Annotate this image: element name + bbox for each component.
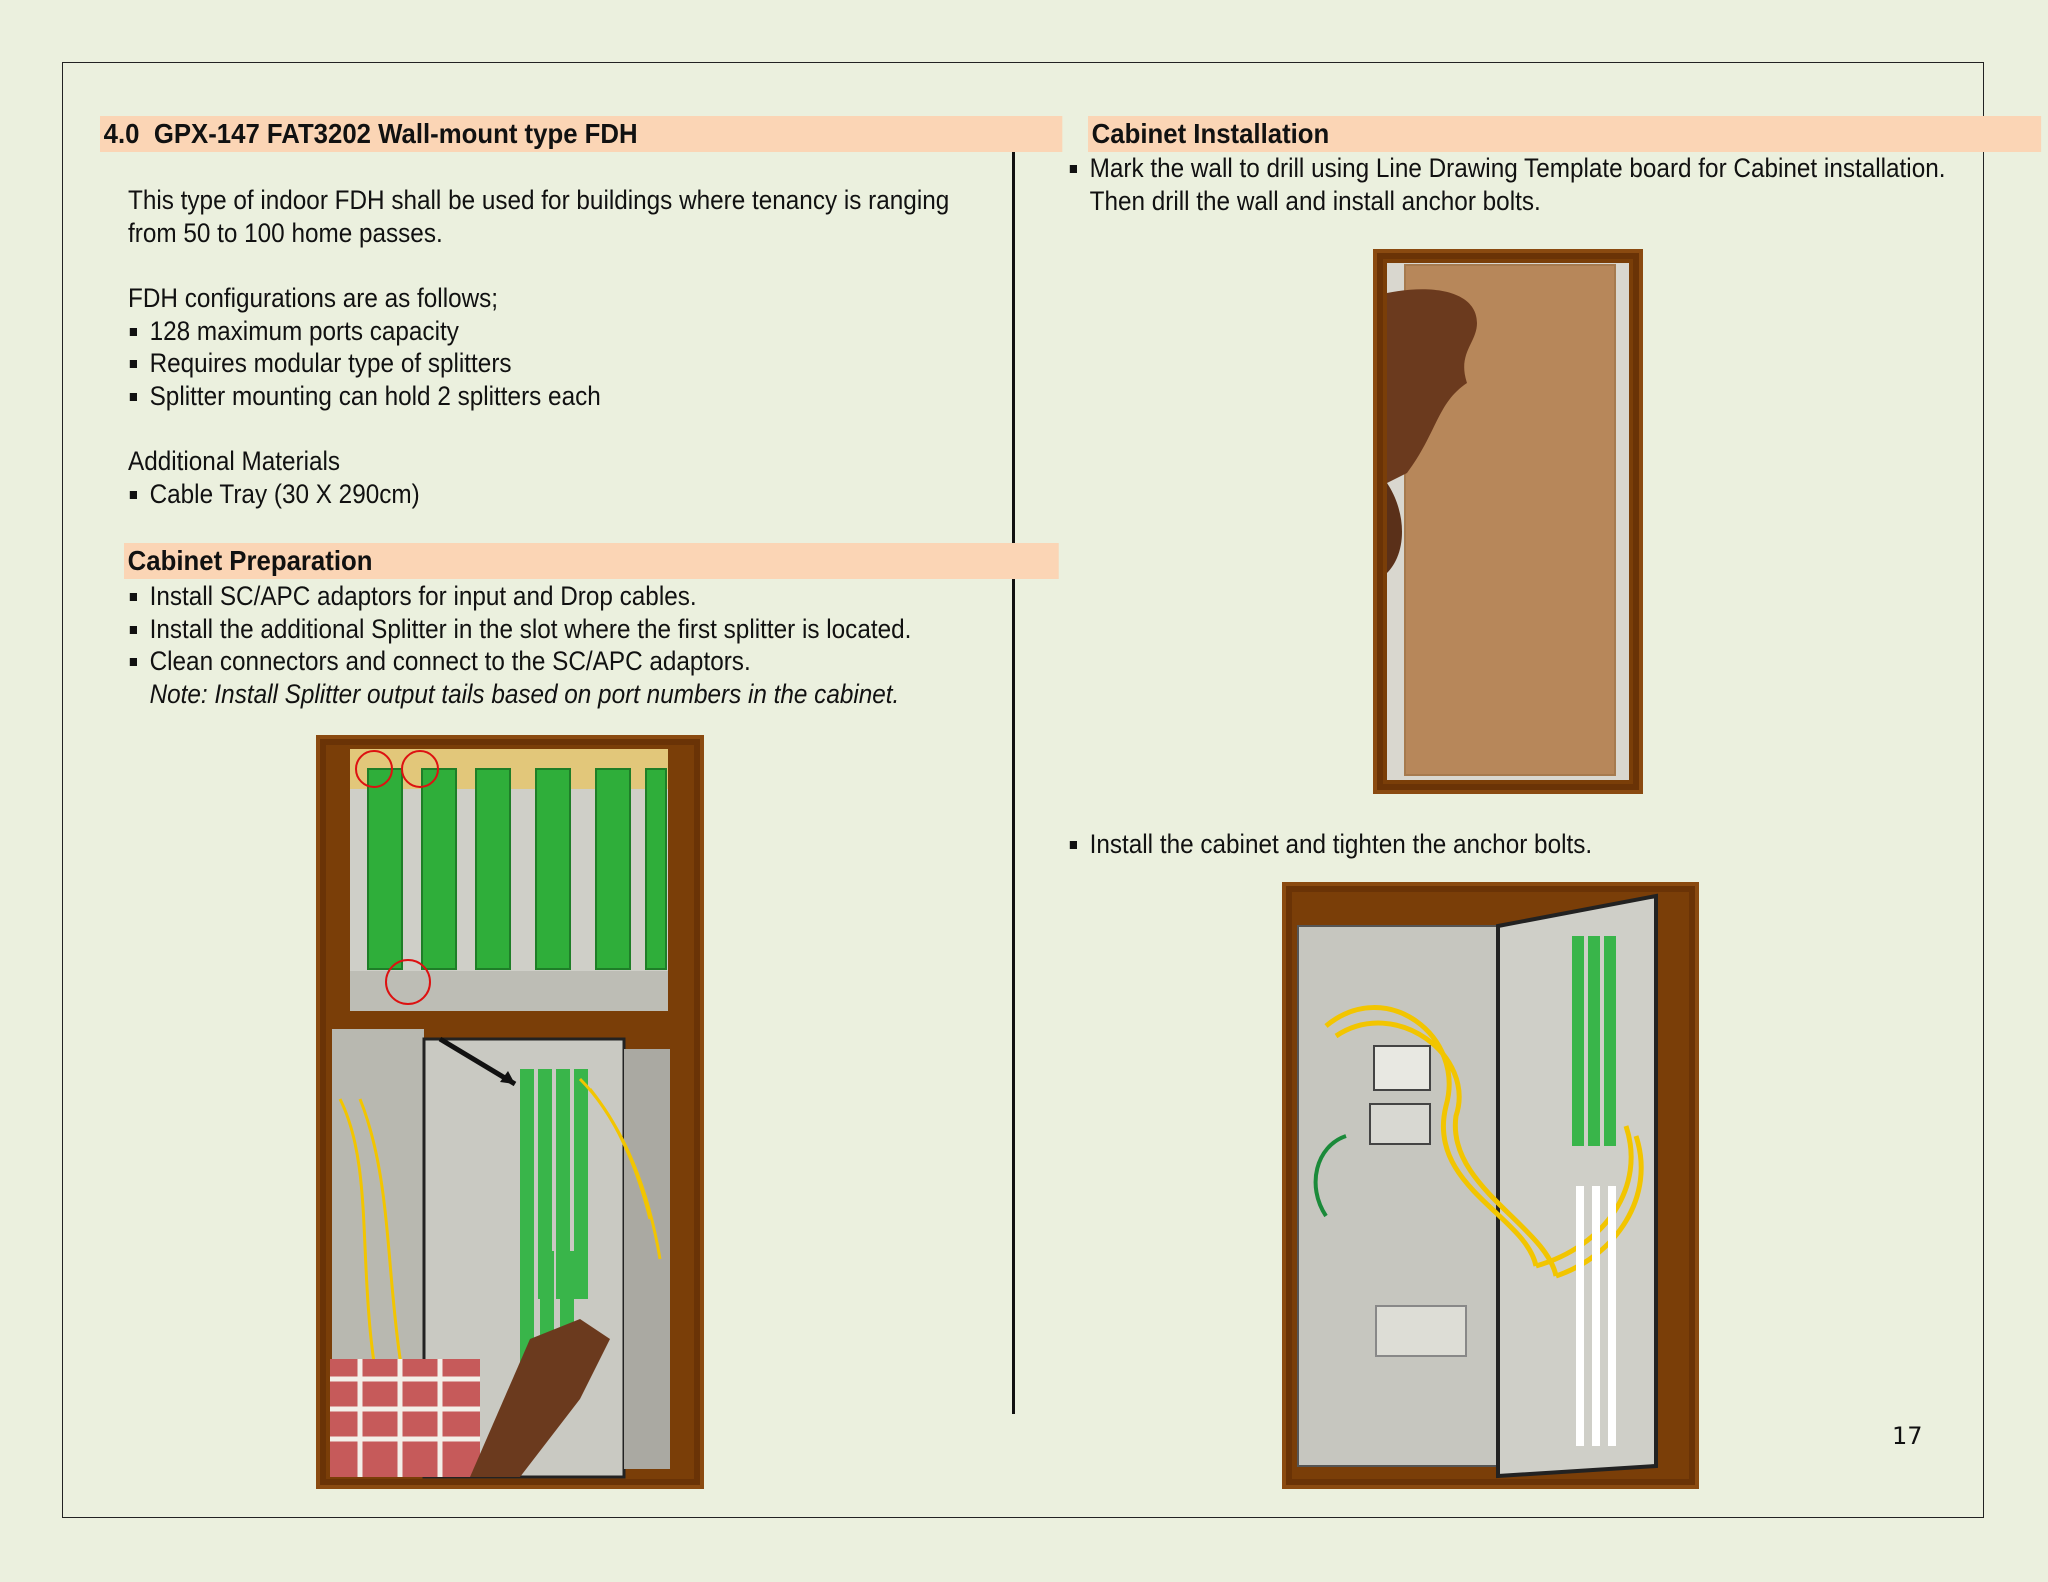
- column-divider: [1012, 116, 1015, 1414]
- cabinet-preparation-heading: Cabinet Preparation: [124, 543, 1059, 579]
- list-item: Mark the wall to drill using Line Drawing Template board for Cabinet installation.: [1068, 152, 1946, 185]
- list-item: Splitter mounting can hold 2 splitters each: [128, 380, 601, 413]
- page-number: 17: [1892, 1422, 1923, 1450]
- installed-cabinet-photo: [1282, 882, 1699, 1489]
- cabinet-installation-heading: Cabinet Installation: [1088, 116, 2041, 152]
- template-board-photo: [1373, 249, 1643, 794]
- installation-step-1: [1068, 152, 1946, 217]
- section-heading: [100, 116, 1062, 152]
- list-item: Install the cabinet and tighten the anchor bolts.: [1068, 828, 1592, 861]
- cabinet-preparation-list: [128, 580, 911, 710]
- section-title: GPX-147 FAT3202 Wall-mount type FDH: [153, 118, 638, 149]
- configurations-label: FDH configurations are as follows;: [128, 283, 499, 313]
- list-item: Clean connectors and connect to the SC/APC adaptors.: [128, 645, 911, 678]
- list-item: Requires modular type of splitters: [128, 347, 601, 380]
- section-number: 4.0: [103, 118, 140, 149]
- list-item: Install SC/APC adaptors for input and Drop cables.: [128, 580, 911, 613]
- installed-cabinet-illustration: [1286, 886, 1695, 1485]
- preparation-note: Note: Install Splitter output tails based on port numbers in the cabinet.: [149, 678, 900, 709]
- list-item: 128 maximum ports capacity: [128, 315, 601, 348]
- intro-line: This type of indoor FDH shall be used for buildings where tenancy is ranging: [128, 185, 950, 215]
- intro-paragraph: [128, 184, 949, 249]
- list-item-continuation: Then drill the wall and install anchor bolts.: [1089, 185, 1541, 216]
- additional-materials-block: [128, 445, 420, 510]
- installation-step-2: [1068, 828, 1592, 861]
- template-board-illustration: [1377, 253, 1639, 790]
- configurations-block: [128, 282, 601, 412]
- cabinet-preparation-illustration: [320, 739, 700, 1485]
- cabinet-preparation-photo: [316, 735, 704, 1489]
- intro-line: from 50 to 100 home passes.: [128, 217, 443, 248]
- additional-materials-label: Additional Materials: [128, 446, 341, 476]
- list-item: Cable Tray (30 X 290cm): [128, 478, 420, 511]
- list-item: Install the additional Splitter in the slot where the first splitter is located.: [128, 613, 911, 646]
